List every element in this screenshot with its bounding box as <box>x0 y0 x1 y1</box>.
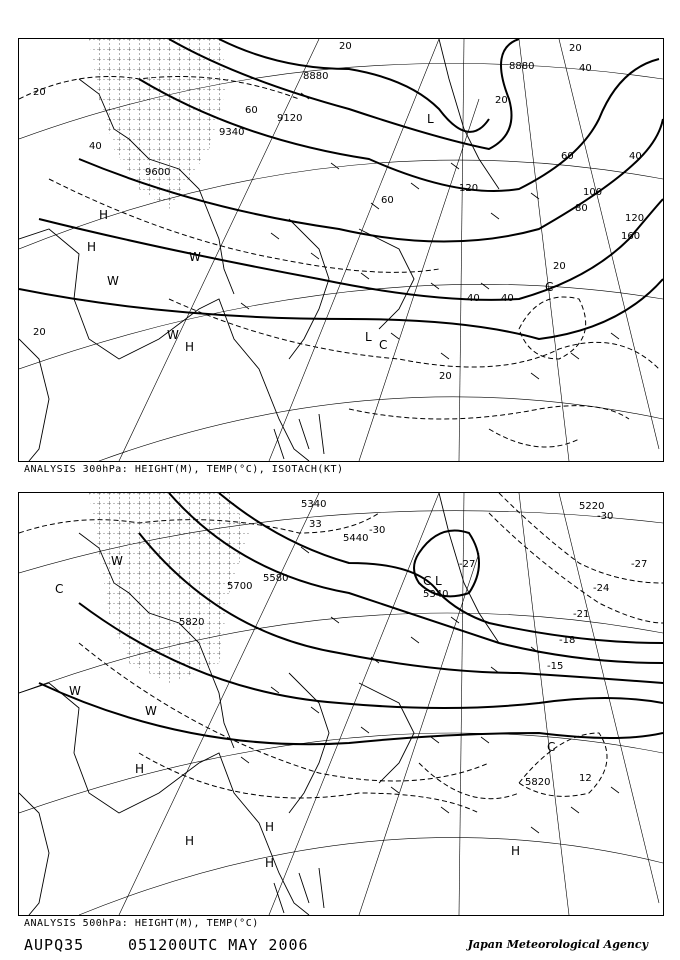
isotherm-label: -24 <box>593 583 610 594</box>
wind-barbs <box>241 93 619 379</box>
isotach-label: 60 <box>381 195 394 206</box>
isotach-label: 20 <box>33 87 46 98</box>
high-center-symbol: H <box>87 240 97 254</box>
height-label: 5580 <box>263 573 289 584</box>
isotherm-label: -21 <box>573 609 590 620</box>
isotherm-label: -30 <box>369 525 386 536</box>
isotach-label: 20 <box>553 261 566 272</box>
isotach-label: 120 <box>459 183 479 194</box>
map-panel-500hpa <box>18 492 664 916</box>
isotach-label: 20 <box>33 327 46 338</box>
low-center-symbol: L <box>435 574 442 588</box>
chart-id: AUPQ35 <box>24 936 85 954</box>
height-label: 8880 <box>509 61 535 72</box>
isotach-label: 160 <box>621 231 641 242</box>
height-label: 5820 <box>525 777 551 788</box>
high-center-symbol: H <box>99 208 109 222</box>
cold-center-symbol: C <box>547 740 556 754</box>
low-center-symbol: L <box>427 112 434 126</box>
height-label: 5820 <box>179 617 205 628</box>
isotach-label: 80 <box>575 203 588 214</box>
isotach-label: 20 <box>439 371 452 382</box>
map-500hpa-canvas <box>19 493 663 915</box>
isotach-label: 120 <box>625 213 645 224</box>
isotherm-label: -15 <box>547 661 564 672</box>
height-label: 9600 <box>145 167 171 178</box>
height-label: 5340 <box>301 499 327 510</box>
isotach-label: 20 <box>495 95 508 106</box>
high-center-symbol: H <box>265 856 275 870</box>
high-center-symbol: H <box>135 762 145 776</box>
warm-center-symbol: W <box>111 554 123 568</box>
height-label: 8880 <box>303 71 329 82</box>
isotach-label: 60 <box>561 151 574 162</box>
low-center-symbol: L <box>365 330 372 344</box>
isotach-label: 40 <box>89 141 102 152</box>
height-label: 5700 <box>227 581 253 592</box>
warm-center-symbol: W <box>189 250 201 264</box>
warm-center-symbol: W <box>69 684 81 698</box>
height-label: 5340 <box>423 589 449 600</box>
panel-caption-300hpa: ANALYSIS 300hPa: HEIGHT(M), TEMP(°C), ISOTACH(KT) <box>24 464 344 475</box>
isotherm-label: 33 <box>309 519 322 530</box>
panel-caption-500hpa: ANALYSIS 500hPa: HEIGHT(M), TEMP(°C) <box>24 918 259 929</box>
map-panel-300hpa <box>18 38 664 462</box>
valid-time: 051200UTC MAY 2006 <box>128 936 309 954</box>
cold-center-symbol: C <box>545 280 554 294</box>
isotherm-label: -27 <box>459 559 476 570</box>
isotach-label: 40 <box>629 151 642 162</box>
isotach-label: 40 <box>501 293 514 304</box>
isotherm-label: -27 <box>631 559 648 570</box>
cold-hatch-area <box>89 493 249 683</box>
isotherm-label: -18 <box>559 635 576 646</box>
warm-center-symbol: W <box>167 328 179 342</box>
height-label: 9340 <box>219 127 245 138</box>
height-label: 9120 <box>277 113 303 124</box>
isotach-label: 60 <box>245 105 258 116</box>
map-300hpa-canvas <box>19 39 663 461</box>
jet-hatch-area <box>89 39 229 209</box>
height-label: 5440 <box>343 533 369 544</box>
high-center-symbol: H <box>511 844 521 858</box>
height-label: 5220 <box>579 501 605 512</box>
warm-center-symbol: W <box>107 274 119 288</box>
isotach-label: 40 <box>579 63 592 74</box>
isotach-label: 100 <box>583 187 603 198</box>
isotach-label: 40 <box>467 293 480 304</box>
cold-center-symbol: C <box>55 582 64 596</box>
cold-center-symbol: C <box>379 338 388 352</box>
contour-labels <box>179 499 647 788</box>
high-center-symbol: H <box>185 834 195 848</box>
cold-center-symbol: C <box>423 574 432 588</box>
isotherm-label: 12 <box>579 773 592 784</box>
high-center-symbol: H <box>185 340 195 354</box>
isotherm-label: -30 <box>597 511 614 522</box>
chart-footer <box>24 936 656 956</box>
warm-center-symbol: W <box>145 704 157 718</box>
high-center-symbol: H <box>265 820 275 834</box>
agency-name: Japan Meteorological Agency <box>467 938 648 951</box>
isotach-label: 20 <box>339 41 352 52</box>
isotach-label: 20 <box>569 43 582 54</box>
